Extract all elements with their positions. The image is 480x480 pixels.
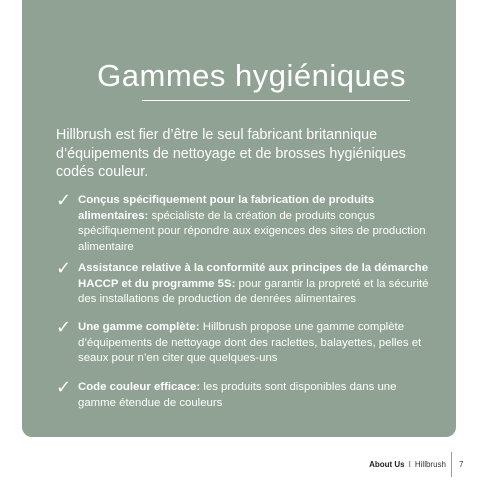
feature-body: spécialiste de la création de produits conçus spécifiquement pour répondre aux exigences des sites de production alimentaire [78,209,426,253]
feature-lead: Conçus spécifiquement pour la fabrication de produits alimentaires: [78,194,375,222]
feature-lead: Code couleur efficace: [78,381,201,393]
page-title: Gammes hygiéniques [97,58,406,93]
title-underline [142,100,410,101]
feature-lead: Assistance relative à la conformité aux principes de la démarche HACCP et du programme 5S: [78,262,429,290]
feature-item [56,317,436,367]
footer-divider [451,452,452,477]
content-panel [22,0,456,437]
check-mark-icon: ✓ [56,190,72,211]
feature-body: pour garantir la propreté et la sécurité des installations de production de denrées alimentaires [78,277,429,305]
feature-body: les produits sont disponibles dans une gamme étendue de couleurs [78,381,397,409]
feature-body: Hillbrush propose une gamme complète d’équipements de nettoyage dont des raclettes, balayettes, pelles et seaux pour n’en citer que quelques-uns [78,321,422,364]
feature-text [56,380,436,411]
feature-text [56,261,436,308]
feature-lead: Une gamme complète: [78,321,200,333]
feature-item [56,377,436,411]
intro-paragraph: Hillbrush est fier d’être le seul fabricant britannique d’équipements de nettoyage et de brosses hygiéniques codés couleur. [56,127,406,180]
feature-item [56,190,436,255]
check-mark-icon: ✓ [56,258,72,279]
check-mark-icon: ✓ [56,377,72,398]
feature-item [56,258,436,308]
feature-text [56,193,436,255]
feature-text [56,320,436,367]
check-mark-icon: ✓ [56,317,72,338]
footer-separator: I [408,460,411,469]
page-number: 7 [459,460,464,469]
footer-section: About Us [369,460,405,469]
footer-brand: Hillbrush [414,460,446,469]
page-footer [369,459,446,471]
